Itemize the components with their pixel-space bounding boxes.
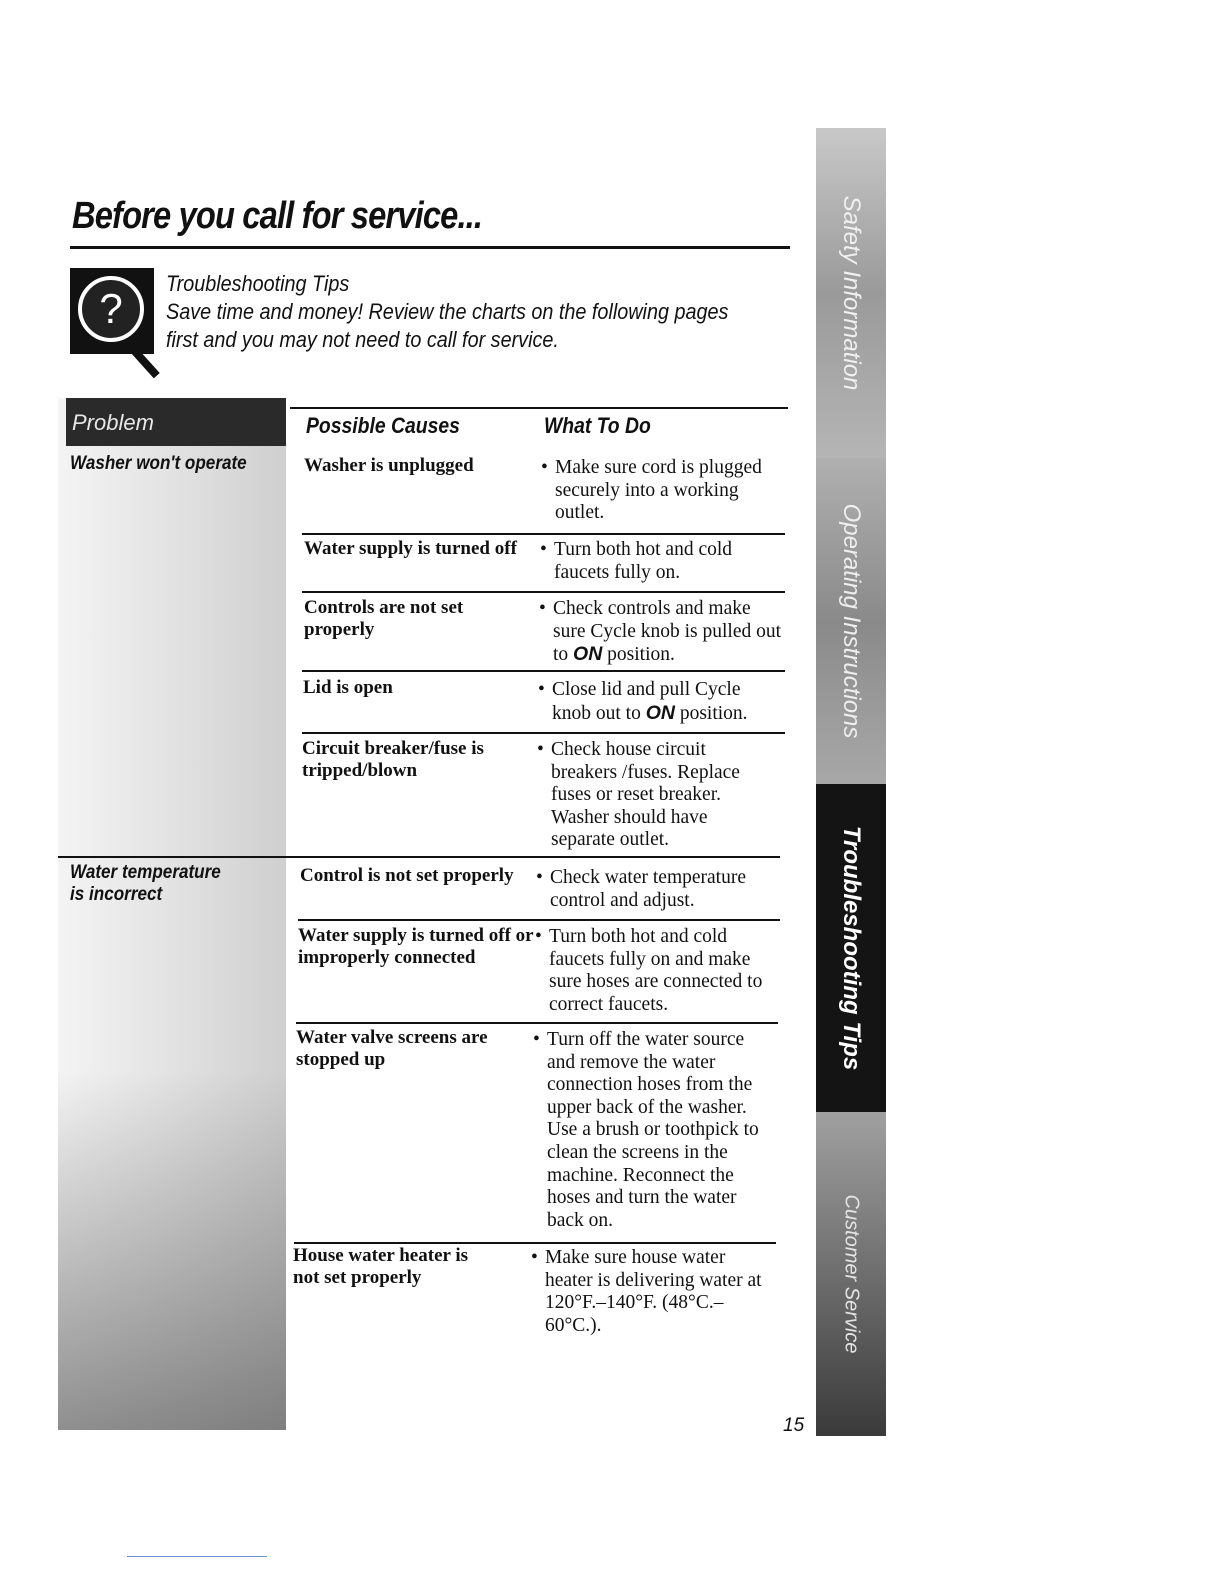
- todo-text: • Check water temperature control and adjust.: [536, 867, 746, 911]
- row-rule: [294, 1242, 776, 1244]
- row-rule: [302, 533, 785, 535]
- footer-line: [127, 1556, 267, 1557]
- todo-text: • Check house circuit breakers /fuses. Replace fuses or reset breaker. Washer should have separate outlet.: [537, 739, 740, 851]
- cause-text: Water supply is turned off or improperly connected: [298, 925, 534, 968]
- section-tabs: [816, 128, 886, 1436]
- todo-column-header: What To Do: [544, 413, 651, 438]
- row-rule: [302, 591, 785, 593]
- problem-label: Water temperature is incorrect: [70, 862, 221, 905]
- cause-text: Water valve screens are stopped up: [296, 1027, 488, 1070]
- row-rule: [302, 732, 785, 734]
- cause-text: Circuit breaker/fuse is tripped/blown: [302, 738, 484, 781]
- tab-safety-information[interactable]: Safety Information: [816, 128, 886, 458]
- todo-text: • Make sure house water heater is delivering water at 120°F.–140°F. (48°C.–60°C.).: [531, 1247, 762, 1336]
- problem-header-label: Problem: [72, 410, 154, 435]
- cause-text: Controls are not set properly: [304, 597, 464, 640]
- cause-text: Washer is unplugged: [304, 455, 474, 476]
- tips-line: first and you may not need to call for service.: [166, 327, 559, 352]
- magnifier-question-icon: [70, 268, 154, 354]
- tab-troubleshooting-tips[interactable]: Troubleshooting Tips: [816, 784, 886, 1112]
- question-mark-icon: ?: [78, 276, 144, 342]
- problem-separator: [58, 856, 780, 858]
- causes-column-header: Possible Causes: [306, 413, 460, 438]
- cause-text: Water supply is turned off: [304, 538, 517, 559]
- tips-intro: [166, 270, 729, 354]
- cause-text: House water heater is not set properly: [293, 1245, 469, 1288]
- page-number: 15: [783, 1415, 805, 1436]
- tips-heading: Troubleshooting Tips: [166, 271, 350, 296]
- todo-text: • Turn both hot and cold faucets fully on.: [540, 539, 733, 583]
- cause-text: Control is not set properly: [300, 865, 514, 886]
- todo-text: • Check controls and make sure Cycle knob is pulled out to ON position.: [539, 598, 782, 666]
- tips-line: Save time and money! Review the charts on the following pages: [166, 299, 729, 324]
- row-rule: [302, 670, 785, 672]
- problem-label: Washer won't operate: [70, 453, 247, 474]
- problem-column-header: [66, 398, 286, 446]
- tab-operating-instructions[interactable]: Operating Instructions: [816, 458, 886, 784]
- todo-text: • Turn off the water source and remove the water connection hoses from the upper back of the washer. Use a brush or toothpick to clean the screens in the machine. Reconnect the hoses and turn the water back on.: [533, 1029, 759, 1231]
- page-title: Before you call for service...: [72, 195, 483, 237]
- todo-text: • Close lid and pull Cycle knob out to ON position.: [538, 679, 748, 724]
- cause-text: Lid is open: [303, 677, 393, 698]
- todo-text: • Turn both hot and cold faucets fully on and make sure hoses are connected to correct faucets.: [535, 926, 763, 1015]
- title-rule: [70, 246, 790, 249]
- tab-customer-service[interactable]: Customer Service: [816, 1112, 886, 1436]
- header-rule: [290, 407, 788, 409]
- problem-column-background: [58, 398, 286, 1430]
- row-rule: [296, 1022, 778, 1024]
- magnifier-handle: [127, 343, 160, 378]
- row-rule: [298, 919, 780, 921]
- todo-text: • Make sure cord is plugged securely into a working outlet.: [541, 457, 762, 524]
